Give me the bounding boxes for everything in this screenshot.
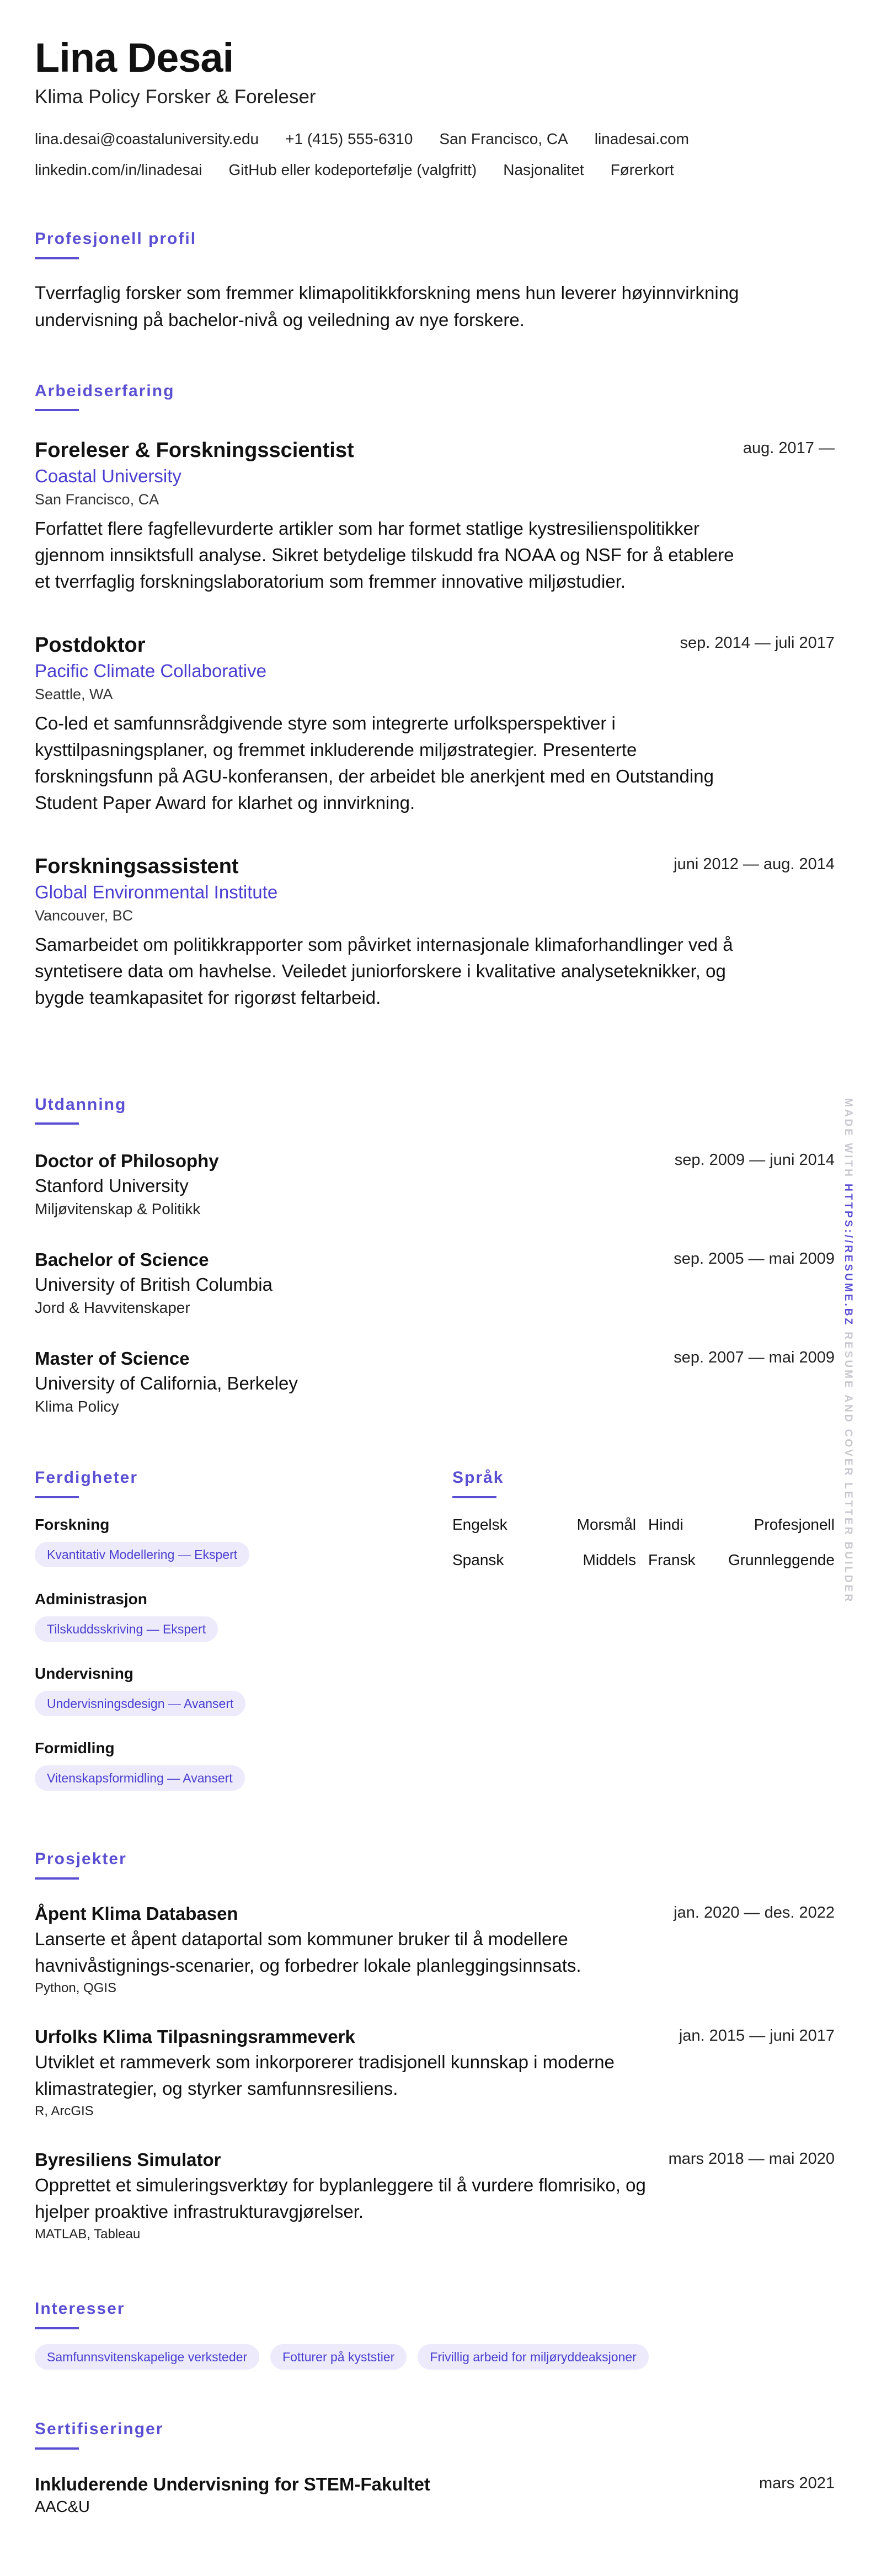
language-level: Profesjonell <box>754 1516 835 1533</box>
contact-row-1 <box>35 129 689 149</box>
section-rule <box>35 257 79 259</box>
contact-row-2 <box>35 160 674 180</box>
education-date: sep. 2007 — mai 2009 <box>674 1349 835 1366</box>
project-title: Åpent Klima Databasen <box>35 1903 238 1924</box>
skill-category: Undervisning <box>35 1665 133 1682</box>
skill-chip: Undervisningsdesign — Avansert <box>35 1691 245 1716</box>
project-technologies: MATLAB, Tableau <box>35 2227 141 2242</box>
skill-category: Administrasjon <box>35 1590 147 1608</box>
experience-entry <box>35 853 835 1011</box>
project-date: jan. 2015 — juni 2017 <box>679 2027 835 2045</box>
job-description: Samarbeidet om politikkrapporter som påvirket internasjonale klimaforhandlinger ved å syntetisere data om havhelse. Veiledet juniorforskere i kvalitative analyseteknikker, og bygde teamkapasitet for rigorøst feltarbeid. <box>35 934 733 1008</box>
contact-nationality: Nasjonalitet <box>503 161 584 178</box>
job-date: juni 2012 — aug. 2014 <box>674 855 835 873</box>
interest-list <box>35 2344 649 2370</box>
skill-chip: Kvantitativ Modellering — Ekspert <box>35 1542 249 1567</box>
job-organization: Coastal University <box>35 466 181 486</box>
skill-chip: Tilskuddsskriving — Ekspert <box>35 1616 218 1642</box>
section-title-projects: Prosjekter <box>35 1850 127 1868</box>
certification-entry <box>35 2472 835 2518</box>
project-entry <box>35 2148 835 2244</box>
language-row <box>452 1514 835 1536</box>
degree-title: Master of Science <box>35 1348 190 1369</box>
education-date: sep. 2009 — juni 2014 <box>674 1151 835 1169</box>
language-name: Engelsk <box>452 1516 508 1533</box>
skill-chip: Vitenskapsformidling — Avansert <box>35 1765 245 1791</box>
interest-chip: Frivillig arbeid for miljøryddeaksjoner <box>418 2344 649 2370</box>
section-title-languages: Språk <box>452 1468 504 1487</box>
project-description: Opprettet et simuleringsverktøy for byplanleggere til å vurdere flomrisiko, og hjelper proaktive infrastrukturavgjørelser. <box>35 2175 646 2222</box>
profile-summary: Tverrfaglig forsker som fremmer klimapolitikkforskning mens hun leverer høyinnvirkning undervisning på bachelor-nivå og veiledning av nye forskere. <box>35 283 739 330</box>
made-with-banner <box>842 1098 854 1604</box>
language-level: Grunnleggende <box>728 1551 835 1568</box>
skill-group <box>35 1663 245 1716</box>
language-name: Fransk <box>648 1551 696 1568</box>
section-title-education: Utdanning <box>35 1095 127 1114</box>
job-location: San Francisco, CA <box>35 491 159 508</box>
job-description: Co-led et samfunnsrådgivende styre som integrerte urfolksperspektiver i kysttilpasningsplaner, og fremmet inkluderende miljøstrategier. Presenterte forskningsfunn på AGU-konferansen, der arbeidet ble anerkjent med en Outstanding Student Paper Award for klarhet og innvirkning. <box>35 713 714 813</box>
contact-website[interactable]: linadesai.com <box>594 130 689 147</box>
section-rule <box>35 409 79 411</box>
candidate-headline: Klima Policy Forsker & Foreleser <box>35 86 316 108</box>
certification-issuer: AAC&U <box>35 2498 90 2516</box>
education-entry <box>35 1149 835 1220</box>
section-title-profile: Profesjonell profil <box>35 230 197 248</box>
section-rule <box>35 2327 79 2329</box>
job-organization: Global Environmental Institute <box>35 882 278 902</box>
job-date: aug. 2017 — <box>743 439 835 457</box>
skill-category: Formidling <box>35 1739 115 1757</box>
language-level: Morsmål <box>576 1516 636 1533</box>
degree-title: Doctor of Philosophy <box>35 1151 219 1171</box>
job-location: Vancouver, BC <box>35 907 133 924</box>
section-rule <box>452 1496 496 1498</box>
project-entry <box>35 1902 835 1998</box>
contact-linkedin[interactable]: linkedin.com/in/linadesai <box>35 161 202 178</box>
education-date: sep. 2005 — mai 2009 <box>674 1250 835 1268</box>
language-level: Middels <box>583 1551 636 1568</box>
job-title: Postdoktor <box>35 634 146 657</box>
education-entry <box>35 1346 835 1417</box>
job-location: Seattle, WA <box>35 686 113 702</box>
section-title-skills: Ferdigheter <box>35 1468 138 1487</box>
skill-category: Forskning <box>35 1516 110 1533</box>
contact-email[interactable]: lina.desai@coastaluniversity.edu <box>35 130 259 147</box>
project-technologies: Python, QGIS <box>35 1981 117 1995</box>
contact-drivers-license: Førerkort <box>610 161 674 178</box>
skill-group <box>35 1589 218 1642</box>
project-date: mars 2018 — mai 2020 <box>668 2150 835 2168</box>
contact-phone[interactable]: +1 (415) 555-6310 <box>285 130 413 147</box>
project-description: Lanserte et åpent dataportal som kommuner bruker til å modellere havnivåstignings-scenarier, og forbedrer lokale planleggingsinnsats. <box>35 1929 581 1976</box>
interest-chip: Samfunnsvitenskapelige verksteder <box>35 2344 259 2370</box>
language-row <box>452 1550 835 1572</box>
language-name: Hindi <box>648 1516 683 1533</box>
school-name: University of California, Berkeley <box>35 1373 298 1393</box>
skill-group <box>35 1738 245 1791</box>
language-name: Spansk <box>452 1551 504 1568</box>
project-date: jan. 2020 — des. 2022 <box>674 1904 835 1922</box>
section-title-experience: Arbeidserfaring <box>35 382 175 400</box>
school-name: University of British Columbia <box>35 1274 273 1295</box>
banner-suffix: RESUME AND COVER LETTER BUILDER <box>842 1327 854 1604</box>
skill-group <box>35 1514 249 1567</box>
project-description: Utviklet et rammeverk som inkorporerer tradisjonell kunnskap i moderne klimastrategier, og styrker samfunnsresiliens. <box>35 2052 615 2099</box>
banner-link[interactable]: HTTPS://RESUME.BZ <box>842 1184 854 1327</box>
project-entry <box>35 2025 835 2121</box>
project-title: Byresiliens Simulator <box>35 2149 221 2170</box>
project-title: Urfolks Klima Tilpasningsrammeverk <box>35 2026 355 2047</box>
job-date: sep. 2014 — juli 2017 <box>680 634 835 652</box>
section-title-interests: Interesser <box>35 2300 125 2318</box>
candidate-name: Lina Desai <box>35 35 234 81</box>
field-of-study: Miljøvitenskap & Politikk <box>35 1200 201 1217</box>
section-rule <box>35 1877 79 1880</box>
field-of-study: Klima Policy <box>35 1398 119 1415</box>
education-entry <box>35 1248 835 1318</box>
certification-title: Inkluderende Undervisning for STEM-Fakultet <box>35 2474 430 2494</box>
job-organization: Pacific Climate Collaborative <box>35 661 266 681</box>
section-rule <box>35 1122 79 1125</box>
section-rule <box>35 2447 79 2450</box>
contact-location: San Francisco, CA <box>439 130 568 147</box>
project-technologies: R, ArcGIS <box>35 2104 94 2119</box>
certification-date: mars 2021 <box>759 2474 835 2492</box>
interest-chip: Fotturer på kyststier <box>270 2344 407 2370</box>
job-title: Forskningsassistent <box>35 855 239 878</box>
degree-title: Bachelor of Science <box>35 1249 209 1270</box>
experience-entry <box>35 437 835 595</box>
banner-prefix: MADE WITH <box>842 1098 854 1184</box>
job-description: Forfattet flere fagfellevurderte artikler som har formet statlige kystresilienspolitikker gjennom innsiktsfull analyse. Sikret betydelige tilskudd fra NOAA og NSF for å etablere et tverrfaglig forskningslaboratorium som fremmer innovative miljøstudier. <box>35 518 734 592</box>
section-rule <box>35 1496 79 1498</box>
job-title: Foreleser & Forskningsscientist <box>35 439 354 462</box>
school-name: Stanford University <box>35 1175 189 1196</box>
experience-entry <box>35 632 835 816</box>
contact-github[interactable]: GitHub eller kodeportefølje (valgfritt) <box>228 161 477 178</box>
section-title-certifications: Sertifiseringer <box>35 2420 164 2438</box>
field-of-study: Jord & Havvitenskaper <box>35 1299 190 1316</box>
